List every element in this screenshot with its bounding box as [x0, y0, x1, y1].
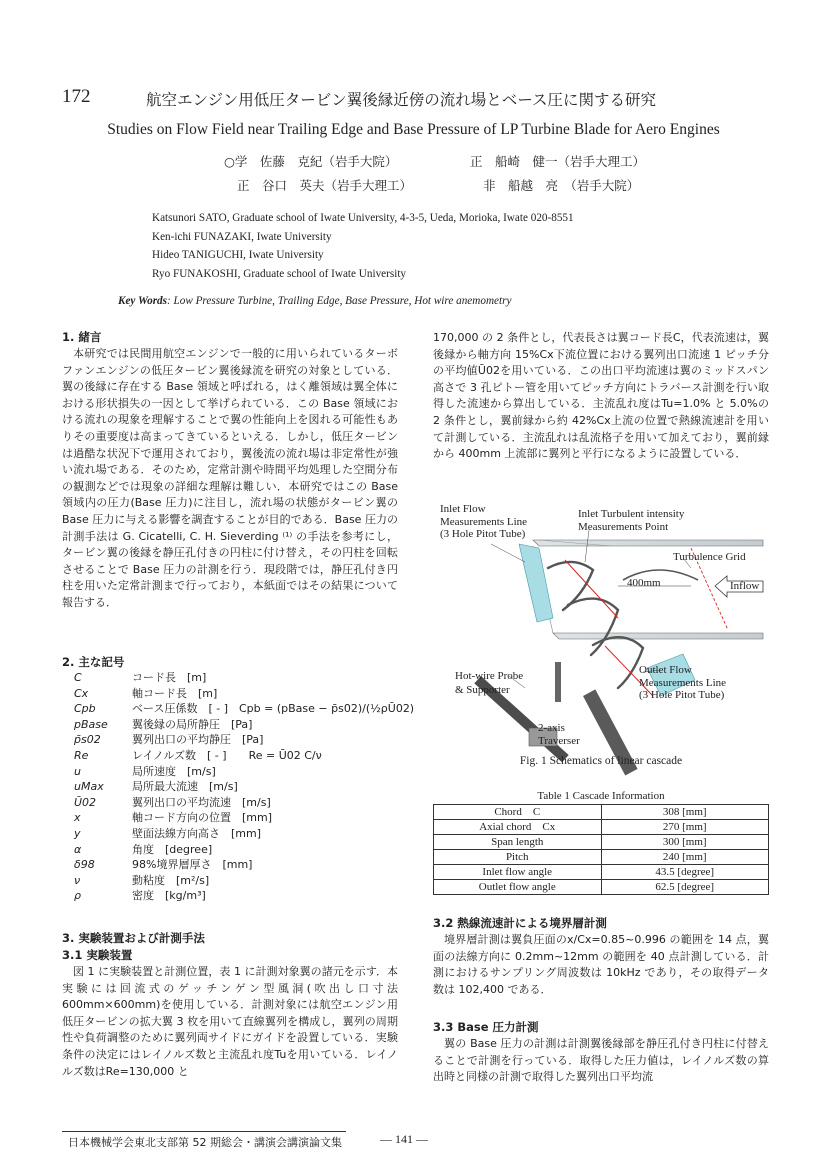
cascade-schematic-figure — [433, 500, 773, 780]
table-row — [434, 880, 769, 895]
symbol: Ū02 — [74, 795, 97, 809]
table-row — [434, 805, 769, 820]
symbol: Re — [74, 748, 89, 762]
label-inlet-flow: Inlet Flow Measurements Line (3 Hole Pitot Tube) — [440, 503, 528, 540]
label-turbulence-grid: Turbulence Grid — [673, 551, 746, 563]
affiliation-line: Hideo TANIGUCHI, Iwate University — [152, 249, 324, 261]
symbol-desc: 角度 [degree] — [132, 842, 213, 856]
cascade-info-table — [433, 804, 769, 895]
table-cell: Outlet flow angle — [434, 880, 602, 895]
symbol: δ98 — [74, 858, 95, 872]
symbol-desc: 軸コード長 [m] — [132, 686, 218, 700]
table-cell: 300 [mm] — [601, 835, 769, 850]
symbol-desc: ベース圧係数 [ - ] Cpb = (pBase − p̄s02)/(½ρŪ02) — [132, 702, 415, 716]
symbol-row — [74, 888, 404, 904]
section-2-heading: 2. 主な記号 — [62, 655, 125, 669]
table-row — [434, 850, 769, 865]
table-cell: Pitch — [434, 850, 602, 865]
authors-row1-right: 正 船崎 健一（岩手大理工） — [470, 154, 646, 169]
symbol-desc: コード長 [m] — [132, 671, 207, 684]
symbol-row — [74, 779, 404, 795]
symbol-row — [74, 670, 404, 686]
symbol-desc: 軸コード方向の位置 [mm] — [132, 811, 273, 825]
section-3-1-heading: 3.1 実験装置 — [62, 948, 133, 962]
symbol-row — [74, 764, 404, 780]
authors-row2-left: 正 谷口 英夫（岩手大理工） — [237, 178, 413, 193]
section-3-3-body: 翼の Base 圧力の計測は計測翼後縁部を静圧孔付き円柱に付替えることで計測を行っている．取得した圧力値は，レイノルズ数の算出時と同様の計測で取得した翼列出口平均流 — [433, 1037, 769, 1084]
keywords — [118, 295, 511, 307]
symbol: x — [74, 811, 81, 825]
symbol-desc: 動粘度 [m²/s] — [132, 873, 210, 887]
symbol-desc: 密度 [kg/m³] — [132, 889, 206, 903]
affiliations — [152, 209, 574, 283]
label-inlet-turbulent: Inlet Turbulent intensity Measurements Point — [578, 508, 685, 533]
keywords-text: : Low Pressure Turbine, Trailing Edge, Base Pressure, Hot wire anemometry — [167, 295, 512, 307]
symbol: p̄s02 — [74, 733, 101, 747]
symbol-row — [74, 842, 404, 858]
table-cell: Chord C — [434, 805, 602, 820]
table-row — [434, 820, 769, 835]
authors-row2-right: 非 船越 亮 （岩手大院） — [483, 178, 640, 193]
section-3-3-heading: 3.3 Base 圧力計測 — [433, 1020, 539, 1034]
label-traverser: 2-axis Traverser — [538, 722, 580, 747]
symbol-desc: 局所最大流速 [m/s] — [132, 780, 238, 794]
symbol-desc: 翼列出口の平均流速 [m/s] — [132, 795, 271, 809]
symbol: C — [74, 671, 82, 684]
section-3-2-body: 境界層計測は翼負圧面のx/Cx=0.85~0.996 の範囲を 14 点，翼面の法線方向に 0.2mm~12mm の範囲を 40 点計測している．計測におけるサンプリング周波数は 10kHz であり，その取得データ数は 102,400 である． — [433, 933, 769, 996]
section-1-heading: 1. 緒言 — [62, 330, 102, 344]
section-3-heading: 3. 実験装置および計測手法 — [62, 931, 205, 945]
label-400mm: 400mm — [627, 577, 661, 589]
symbol-desc: 局所速度 [m/s] — [132, 764, 216, 778]
symbol: u — [74, 764, 81, 778]
label-hot-wire: Hot-wire Probe & Supporter — [455, 670, 524, 696]
keywords-label: Key Words — [118, 295, 167, 307]
symbol-row — [74, 748, 404, 764]
table-row — [434, 835, 769, 850]
symbol-row — [74, 686, 404, 702]
table-cell: Span length — [434, 835, 602, 850]
symbol-desc: レイノルズ数 [ - ] Re = Ū02 C/ν — [132, 748, 322, 762]
symbol-desc: 翼列出口の平均静圧 [Pa] — [132, 733, 264, 747]
authors-row1-left: ○学 佐藤 克紀（岩手大院） — [224, 154, 398, 169]
symbol-row — [74, 810, 404, 826]
symbol: ρ — [74, 889, 81, 903]
section-3-1-continued: 170,000 の 2 条件とし，代表長さは翼コード長C，代表流速は，翼後縁から軸方向 15%Cx下流位置における翼列出口流速 1 ピッチ分の平均値Ū02を用いている．この出口平均流速は翼のミッドスパン高さで 3 孔ピトー管を用いてピッチ方向にトラバース計測を行い取得した流速から算出している．主流乱れ度はTu=1.0% と 5.0%の 2 条件とし，翼前縁から約 42%Cx上流の位置で熱線流速計を用いて計測している．主流乱れは乱流格子を用いて加えており，翼前縁から 400mm 上流部に翼列と平行になるように設置している． — [433, 331, 769, 461]
symbol-desc: 翼後縁の局所静圧 [Pa] — [132, 717, 253, 731]
symbol: ν — [74, 873, 81, 887]
footer-rule — [62, 1131, 346, 1132]
symbol-list — [74, 670, 415, 904]
page-number: ― 141 ― — [380, 1132, 428, 1146]
affiliation-line: Katsunori SATO, Graduate school of Iwate University, 4-3-5, Ueda, Morioka, Iwate 020-8551 — [152, 212, 574, 224]
table-cell: 62.5 [degree] — [601, 880, 769, 895]
footer-proceedings: 日本機械学会東北支部第 52 期総会・講演会講演論文集 — [68, 1136, 342, 1149]
symbol-row — [74, 732, 404, 748]
symbol: Cx — [74, 686, 89, 700]
inlet-guide-plate — [519, 544, 553, 622]
affiliation-line: Ken-ichi FUNAZAKI, Iwate University — [152, 230, 332, 243]
symbol-row — [74, 873, 404, 889]
table-cell: Inlet flow angle — [434, 865, 602, 880]
label-inflow: Inflow — [730, 580, 760, 592]
table-cell: 270 [mm] — [601, 820, 769, 835]
table-cell: 308 [mm] — [601, 805, 769, 820]
figure-caption: Fig. 1 Schematics of linear cascade — [519, 755, 683, 767]
title-japanese: 航空エンジン用低圧タービン翼後縁近傍の流れ場とベース圧に関する研究 — [146, 91, 656, 109]
section-1-body: 本研究では民間用航空エンジンで一般的に用いられているターボファンエンジンの低圧タービン翼後縁流を研究の対象としている．翼の後縁に存在する Base 領域と呼ばれる，はく離領域は翼全体における形状損失の一因として挙げられている．この Base 領域における流れの現象を理解することで翼の性能向上を図れる可能性もありその重要度は高まってきているといえる．しかし，低圧タービンは過酷な状況下で運用されており，翼後流の流れ場は非定常性が強い流れ場である．そのため，定常計測や時間平均処理した空間分布の観測などでは現象の詳細な理解は難しい．本研究ではこの Base 領域内の圧力(Base 圧力)に注目し，流れ場の状態がタービン翼の Base 圧力に与える影響を調査することが目的である．Base 圧力の計測手法は G. Cicatelli, C. H. Sieverding ⁽¹⁾ の手法を参考にし，タービン翼の後縁を静圧孔付きの円柱に付け替え，その円柱を回転させることで Base 圧力の計測を行う．現段階では，静圧孔付き円柱を用いた定常計測まで行っており，本紙面ではその結果について報告する． — [62, 347, 398, 609]
affiliation-line: Ryo FUNAKOSHI, Graduate school of Iwate University — [152, 267, 407, 280]
symbol: uMax — [74, 780, 104, 794]
section-3-2-heading: 3.2 熱線流速計による境界層計測 — [433, 916, 607, 930]
symbol: Cpb — [74, 702, 96, 716]
symbol-row — [74, 701, 415, 717]
symbol-desc: 壁面法線方向高さ [mm] — [132, 826, 262, 840]
symbol-row — [74, 795, 404, 811]
symbol-row — [74, 717, 404, 733]
table-caption: Table 1 Cascade Information — [537, 790, 665, 802]
section-3-1-body: 図 1 に実験装置と計測位置，表 1 に計測対象翼の諸元を示す．本実験には回流式のゲッチンゲン型風洞(吹出し口寸法 600mm×600mm)を使用している．計測対象には航空エンジン用低圧タービンの拡大翼 3 枚を用いて直線翼列を構成し，翼列の周期性や負荷調整のために翼列両サイドにガイドを設置している．実験条件の決定にはレイノルズ数と主流乱れ度Tuを用いている．レイノルズ数はRe=130,000 と — [62, 965, 398, 1078]
table-cell: 43.5 [degree] — [601, 865, 769, 880]
table-row — [434, 865, 769, 880]
symbol-desc: 98%境界層厚さ [mm] — [132, 858, 253, 872]
table-cell: 240 [mm] — [601, 850, 769, 865]
symbol: pBase — [74, 717, 108, 731]
paper-number: 172 — [62, 86, 91, 107]
table-cell: Axial chord Cx — [434, 820, 602, 835]
title-english: Studies on Flow Field near Trailing Edge and Base Pressure of LP Turbine Blade for Aero Engines — [107, 121, 720, 138]
symbol: α — [74, 842, 82, 856]
symbol-row — [74, 857, 404, 873]
label-outlet-flow: Outlet Flow Measurements Line (3 Hole Pitot Tube) — [639, 664, 727, 701]
symbol: y — [74, 826, 81, 840]
symbol-row — [74, 826, 404, 842]
